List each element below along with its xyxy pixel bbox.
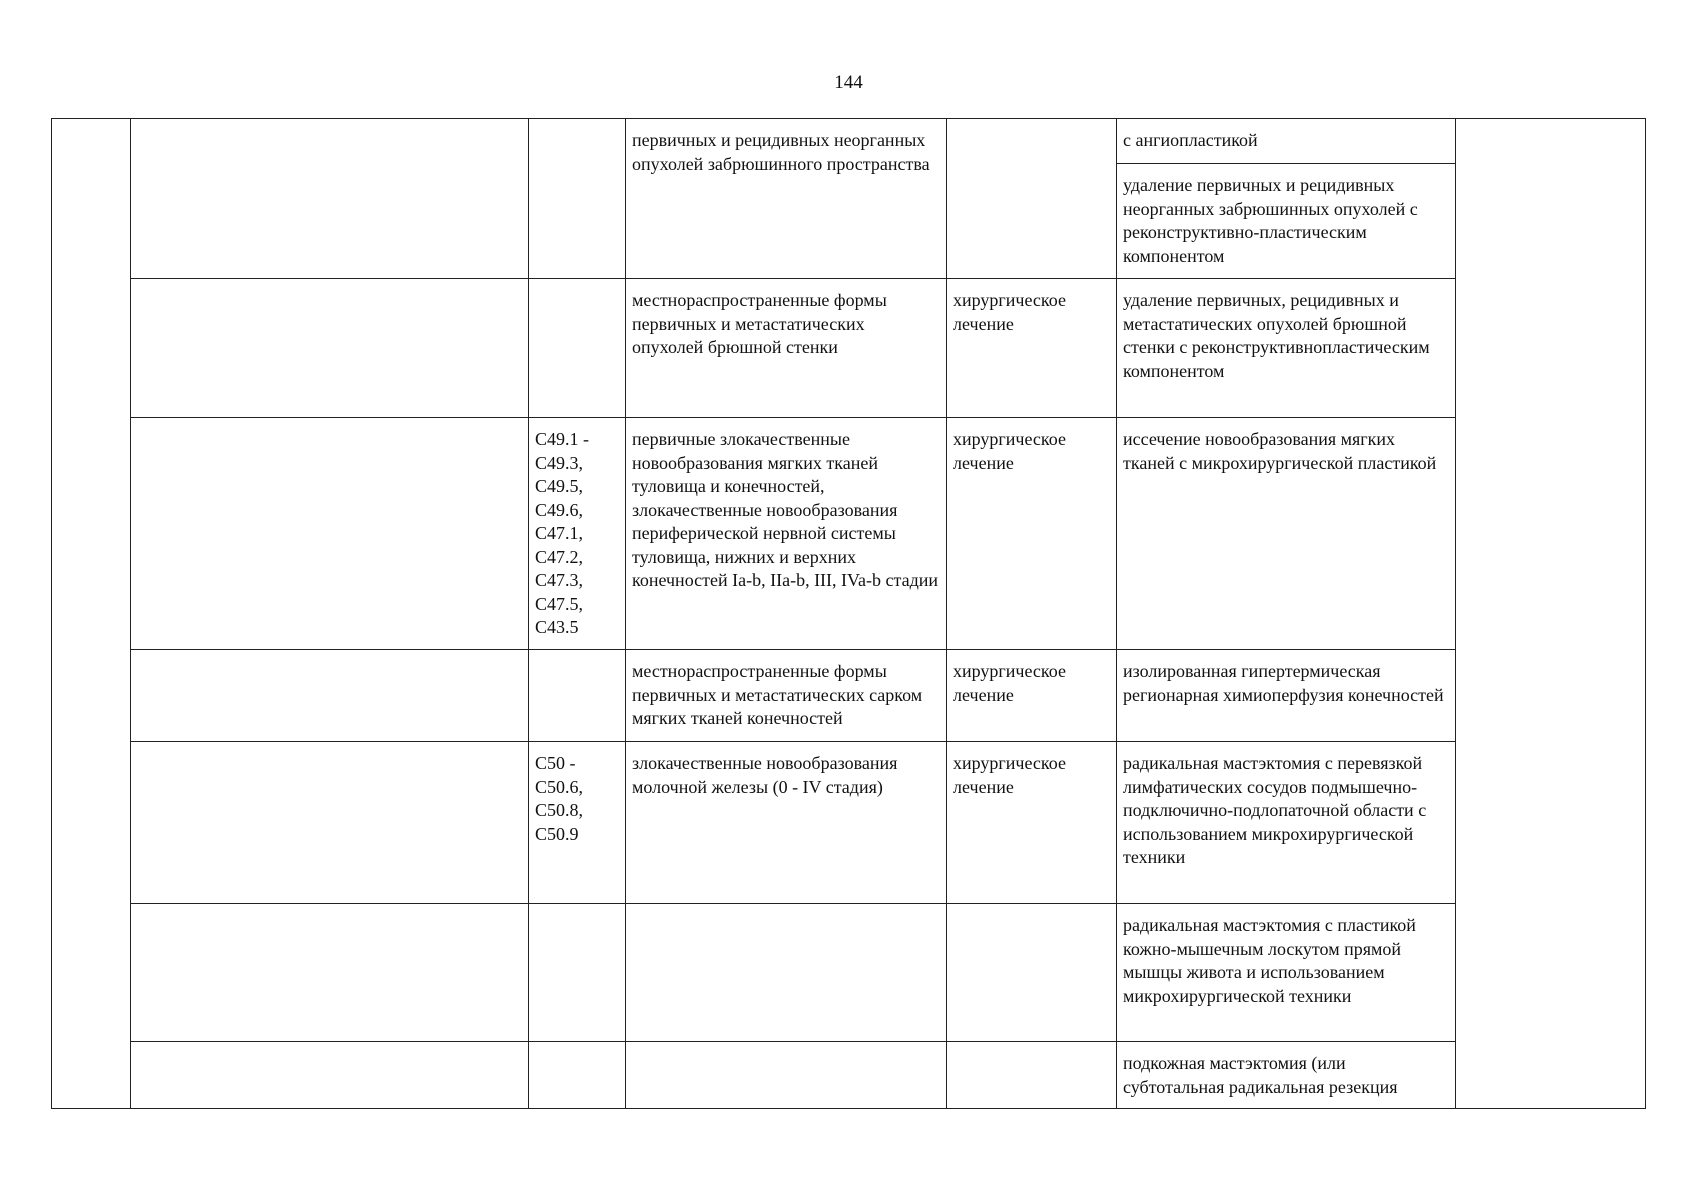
funding-column: [1456, 119, 1646, 1109]
table-row: [52, 279, 1646, 418]
document-table: [51, 118, 1646, 1109]
diagnosis-cell: [626, 1042, 947, 1109]
page-number: 144: [834, 72, 863, 93]
treatment-cell: [947, 904, 1117, 1042]
diagnosis-cell: первичных и рецидивных неорганных опухолей забрюшинного пространства: [626, 119, 947, 279]
diagnosis-cell: местнораспространенные формы первичных и метастатических опухолей брюшной стенки: [626, 279, 947, 418]
table-row: [52, 650, 1646, 742]
method-cell: изолированная гипертермическая регионарная химиоперфузия конечностей: [1117, 650, 1456, 742]
method-cell: радикальная мастэктомия с перевязкой лимфатических сосудов подмышечно-подключично-подлопаточной области с использованием микрохирургической техники: [1117, 742, 1456, 904]
code-cell: С49.1 - С49.3, С49.5, С49.6, С47.1, С47.2, С47.3, С47.5, С43.5: [529, 418, 626, 650]
row-number-column: [52, 119, 131, 1109]
group-cell: [131, 904, 529, 1042]
code-cell: [529, 279, 626, 418]
treatment-cell: хирургическое лечение: [947, 650, 1117, 742]
treatment-cell: [947, 1042, 1117, 1109]
method-cell: подкожная мастэктомия (или субтотальная радикальная резекция: [1117, 1042, 1456, 1109]
code-cell: [529, 1042, 626, 1109]
table-row: [52, 1042, 1646, 1109]
group-cell: [131, 1042, 529, 1109]
group-cell: [131, 650, 529, 742]
method-cell: с ангиопластикой: [1117, 119, 1456, 164]
code-cell: [529, 904, 626, 1042]
code-cell: [529, 119, 626, 279]
group-cell: [131, 119, 529, 279]
treatment-cell: хирургическое лечение: [947, 742, 1117, 904]
diagnosis-cell: первичные злокачественные новообразования мягких тканей туловища и конечностей, злокачественные новообразования периферической нервной системы туловища, нижних и верхних конечностей Ia-b, IIa-b, III, IVa-b стадии: [626, 418, 947, 650]
method-cell: удаление первичных, рецидивных и метастатических опухолей брюшной стенки с реконструктивнопластическим компонентом: [1117, 279, 1456, 418]
diagnosis-cell: местнораспространенные формы первичных и метастатических сарком мягких тканей конечностей: [626, 650, 947, 742]
diagnosis-cell: злокачественные новообразования молочной железы (0 - IV стадия): [626, 742, 947, 904]
treatment-cell: [947, 119, 1117, 279]
method-cell: удаление первичных и рецидивных неорганных забрюшинных опухолей с реконструктивно-пластическим компонентом: [1117, 164, 1456, 279]
code-cell: [529, 650, 626, 742]
table-row: [52, 119, 1646, 164]
table-row: [52, 904, 1646, 1042]
treatment-cell: хирургическое лечение: [947, 279, 1117, 418]
group-cell: [131, 742, 529, 904]
table-row: [52, 418, 1646, 650]
treatment-cell: хирургическое лечение: [947, 418, 1117, 650]
method-cell: иссечение новообразования мягких тканей с микрохирургической пластикой: [1117, 418, 1456, 650]
group-cell: [131, 279, 529, 418]
diagnosis-cell: [626, 904, 947, 1042]
method-cell: радикальная мастэктомия с пластикой кожно-мышечным лоскутом прямой мышцы живота и использованием микрохирургической техники: [1117, 904, 1456, 1042]
code-cell: С50 - С50.6, С50.8, С50.9: [529, 742, 626, 904]
table-row: [52, 742, 1646, 904]
group-cell: [131, 418, 529, 650]
